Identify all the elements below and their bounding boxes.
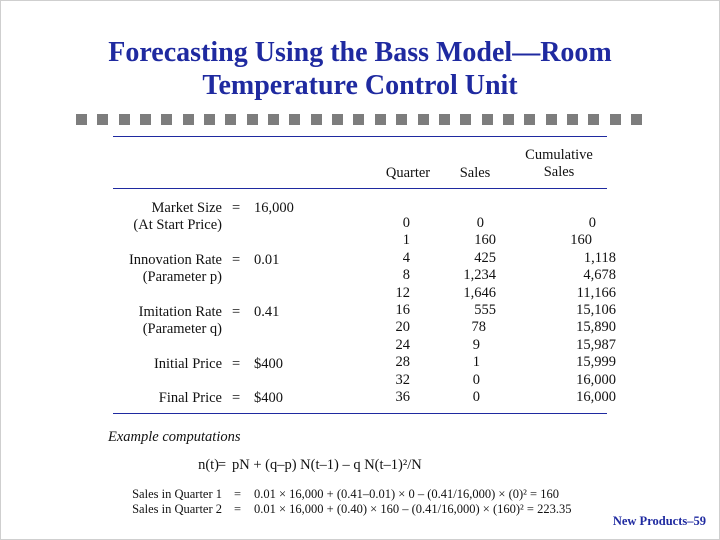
decorative-square-row [76, 114, 642, 128]
decorative-square [332, 114, 343, 125]
quarter-cell: 32 [395, 371, 410, 388]
decorative-square [610, 114, 621, 125]
sales-cell: 9 [472, 336, 480, 353]
decorative-square [418, 114, 429, 125]
sales-column [440, 215, 496, 406]
decorative-square [375, 114, 386, 125]
sales-cell: 1,646 [463, 284, 496, 301]
decorative-square [76, 114, 87, 125]
parameter-value: $400 [254, 390, 283, 406]
computation-label: Sales in Quarter 1 [132, 487, 222, 501]
parameter-sublabel: (Parameter p) [142, 269, 222, 285]
parameter-value: 16,000 [254, 200, 294, 216]
decorative-square [311, 114, 322, 125]
decorative-square [396, 114, 407, 125]
decorative-square [119, 114, 130, 125]
formula-equals: = [217, 457, 226, 473]
parameter-value: $400 [254, 356, 283, 372]
table-header-rule [113, 188, 607, 189]
parameter-label: Initial Price [153, 356, 222, 372]
decorative-square [204, 114, 215, 125]
parameter-equals: = [232, 304, 241, 320]
parameter-label: Final Price [158, 390, 222, 406]
quarter-column [360, 215, 410, 406]
table-top-rule [113, 136, 607, 137]
decorative-square [225, 114, 236, 125]
quarter-cell: 16 [395, 301, 410, 318]
decorative-square [183, 114, 194, 125]
cumulative-cell: 15,999 [576, 354, 616, 371]
cumulative-cell: 15,890 [576, 319, 616, 336]
decorative-square [588, 114, 599, 125]
formula-rhs: pN + (q–p) N(t–1) – q N(t–1)²/N [232, 457, 422, 473]
decorative-square [353, 114, 364, 125]
formula-lhs: n(t) [198, 457, 219, 473]
cumulative-cell: 16,000 [576, 371, 616, 388]
decorative-square [482, 114, 493, 125]
sales-cell: 425 [474, 249, 496, 266]
computation-label: Sales in Quarter 2 [132, 502, 222, 516]
quarter-cell: 20 [395, 319, 410, 336]
sales-cell: 0 [472, 388, 480, 405]
title-line-1: Forecasting Using the Bass Model—Room [108, 37, 612, 68]
cumulative-column [540, 215, 616, 406]
parameter-equals: = [232, 390, 241, 406]
cumulative-cell: 1,118 [583, 249, 616, 266]
header-cumulative-line2: Sales [543, 164, 575, 180]
quarter-cell: 4 [402, 249, 410, 266]
computation-expression: 0.01 × 16,000 + (0.41–0.01) × 0 – (0.41/16,000) × (0)² = 160 [254, 487, 559, 501]
cumulative-cell: 11,166 [576, 284, 616, 301]
computation-row [110, 502, 630, 517]
parameter-label: Market Size [151, 200, 222, 216]
quarter-cell: 28 [395, 354, 410, 371]
sales-cell: 0 [472, 371, 480, 388]
decorative-square [97, 114, 108, 125]
quarter-cell: 1 [402, 232, 410, 249]
parameter-label: Innovation Rate [128, 252, 222, 268]
parameter-equals: = [232, 252, 241, 268]
decorative-square [161, 114, 172, 125]
table-bottom-rule [113, 413, 607, 414]
decorative-square [460, 114, 471, 125]
cumulative-cell: 0 [588, 215, 596, 231]
parameter-sublabel: (At Start Price) [133, 217, 222, 233]
sales-cell: 78 [471, 319, 486, 336]
sales-cell: 555 [474, 301, 496, 318]
quarter-cell: 8 [402, 267, 410, 284]
decorative-square [247, 114, 258, 125]
computation-row [110, 487, 630, 502]
quarter-cell: 12 [395, 284, 410, 301]
decorative-square [439, 114, 450, 125]
parameter-equals: = [232, 356, 241, 372]
sales-cell: 1,234 [463, 267, 496, 284]
decorative-square [524, 114, 535, 125]
example-title: Example computations [108, 429, 241, 445]
computation-equals: = [234, 487, 242, 501]
quarter-cell: 36 [395, 388, 410, 405]
header-cumulative [514, 147, 604, 181]
quarter-cell: 24 [395, 336, 410, 353]
computation-list [110, 487, 630, 517]
header-sales: Sales [459, 165, 491, 181]
sales-cell: 0 [476, 215, 484, 231]
quarter-cell: 0 [402, 215, 410, 231]
page-footer: New Products–59 [612, 514, 706, 528]
computation-expression: 0.01 × 16,000 + (0.40) × 160 – (0.41/16,000) × (160)² = 223.35 [254, 502, 572, 516]
decorative-square [268, 114, 279, 125]
cumulative-cell: 15,987 [576, 336, 616, 353]
cumulative-cell: 16,000 [576, 388, 616, 405]
parameter-value: 0.41 [254, 304, 280, 320]
cumulative-cell: 4,678 [583, 267, 616, 284]
slide-title [0, 36, 720, 102]
title-line-2: Temperature Control Unit [202, 70, 518, 101]
cumulative-cell: 15,106 [576, 301, 616, 318]
sales-cell: 1 [472, 354, 480, 371]
sales-cell: 160 [474, 232, 496, 249]
decorative-square [631, 114, 642, 125]
decorative-square [503, 114, 514, 125]
computation-equals: = [234, 502, 242, 516]
decorative-square [140, 114, 151, 125]
cumulative-cell: 160 [570, 232, 592, 249]
parameter-label: Imitation Rate [138, 304, 222, 320]
parameter-equals: = [232, 200, 241, 216]
decorative-square [289, 114, 300, 125]
header-cumulative-line1: Cumulative [525, 147, 593, 163]
decorative-square [567, 114, 578, 125]
parameter-value: 0.01 [254, 252, 280, 268]
decorative-square [546, 114, 557, 125]
parameter-sublabel: (Parameter q) [142, 321, 222, 337]
header-quarter: Quarter [385, 165, 431, 181]
